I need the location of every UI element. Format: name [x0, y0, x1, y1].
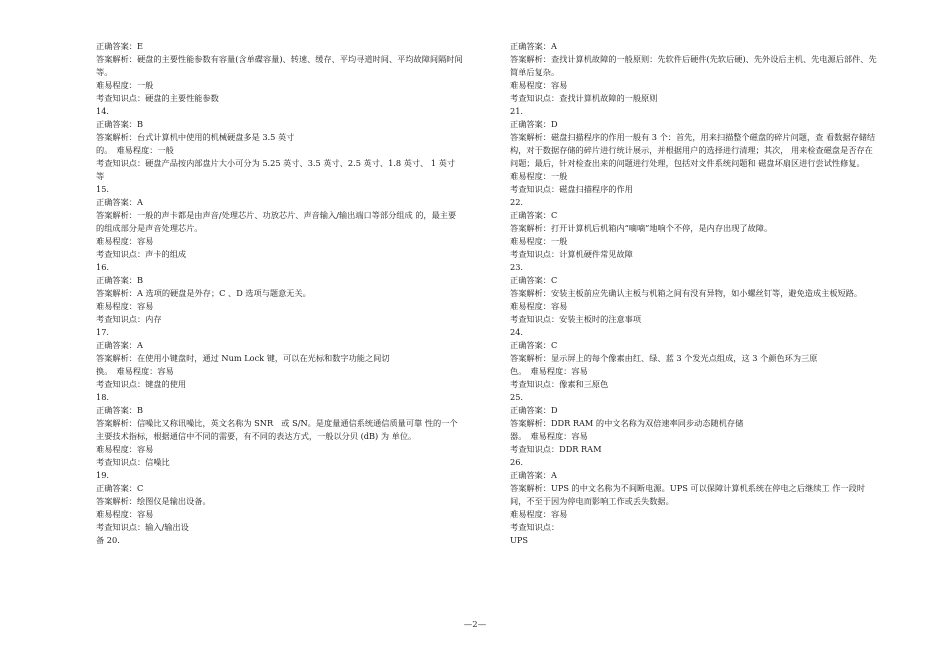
- right-column: [492, 40, 877, 547]
- answer-line: 难易程度：一般: [96, 80, 154, 90]
- answer-line: 答案解析：台式计算机中使用的机械硬盘多是 3.5 英寸: [96, 132, 295, 142]
- answer-line: UPS: [510, 535, 529, 545]
- answer-line: 正确答案：D: [510, 405, 558, 415]
- answer-line: 难易程度：容易: [510, 509, 568, 519]
- answer-line: 正确答案：C: [510, 210, 558, 220]
- answer-line: 考查知识点：计算机硬件常见故障: [510, 249, 633, 259]
- answer-line: 正确答案：A: [96, 340, 143, 350]
- answer-line: 答案解析：DDR RAM 的中文名称为双倍速率同步动态随机存储: [510, 418, 744, 428]
- answer-line: 难易程度：容易: [96, 509, 154, 519]
- answer-line: 难易程度：一般: [510, 236, 568, 246]
- answer-line: 考查知识点：像素和三原色: [510, 379, 609, 389]
- answer-line: 22.: [510, 197, 524, 207]
- answer-line: 24.: [510, 327, 524, 337]
- answer-line: 换。 难易程度：容易: [96, 366, 174, 376]
- answer-line: 答案解析：A 选项的硬盘是外存；C 、D 选项与题意无关。: [96, 288, 311, 298]
- answer-line: 25.: [510, 392, 524, 402]
- answer-line: 考查知识点：键盘的使用: [96, 379, 187, 389]
- page-number: —2—: [463, 620, 487, 630]
- answer-line: 考查知识点：磁盘扫描程序的作用: [510, 184, 633, 194]
- answer-line: 正确答案：C: [510, 275, 558, 285]
- answer-line: 26.: [510, 457, 524, 467]
- answer-line: 难易程度：容易: [96, 236, 154, 246]
- answer-line: 16.: [96, 262, 110, 272]
- answer-line: 考查知识点：查找计算机故障的一般原则: [510, 93, 658, 103]
- left-column: [78, 40, 463, 547]
- answer-line: 考查知识点：DDR RAM: [510, 444, 602, 454]
- answer-line: 难易程度：一般: [510, 171, 568, 181]
- answer-line: 正确答案：B: [96, 405, 143, 415]
- answer-line: 答案解析：打开计算机后机箱内“嘀嘀”地响个不停，是内存出现了故障。: [510, 223, 773, 233]
- answer-line: 考查知识点：输入/输出设: [96, 522, 189, 532]
- answer-line: 器。 难易程度：容易: [510, 431, 588, 441]
- answer-line: 答案解析：绘图仪是输出设备。: [96, 496, 211, 506]
- answer-line: 考查知识点：声卡的组成: [96, 249, 187, 259]
- answer-line: 正确答案：B: [96, 275, 143, 285]
- answer-line: 考查知识点：硬盘产品按内部盘片大小可分为 5.25 英寸、3.5 英寸、2.5 英寸、1.8 英寸、 1 英寸等: [96, 158, 456, 181]
- answer-line: 正确答案：A: [96, 197, 143, 207]
- answer-line: 考查知识点：安装主板时的注意事项: [510, 314, 642, 324]
- answer-line: 19.: [96, 470, 110, 480]
- answer-line: 考查知识点：: [510, 522, 560, 532]
- answer-line: 答案解析：硬盘的主要性能参数有容量(含单碟容量)、转速、缓存、平均寻道时间、平均故障间隔时间等。: [96, 54, 463, 77]
- answer-line: 答案解析：在使用小键盘时，通过 Num Lock 键，可以在光标和数字功能之间切: [96, 353, 390, 363]
- answer-line: 答案解析：显示屏上的每个像素由红、绿、蓝 3 个发光点组成，这 3 个颜色环为三原: [510, 353, 818, 363]
- answer-line: 正确答案：E: [96, 41, 143, 51]
- answer-line: 正确答案：C: [96, 483, 144, 493]
- answer-line: 答案解析：UPS 的中文名称为不间断电源。UPS 可以保障计算机系统在停电之后继续工 作一段时间，不至于因为停电而影响工作或丢失数据。: [510, 483, 865, 506]
- answer-line: 答案解析：查找计算机故障的一般原则：先软件后硬件(先软后硬)、先外设后主机、先电源后部件、先简单后复杂。: [510, 54, 877, 77]
- answer-line: 23.: [510, 262, 524, 272]
- answer-line: 考查知识点：内存: [96, 314, 162, 324]
- answer-line: 答案解析：磁盘扫描程序的作用一般有 3 个：首先，用来扫描整个磁盘的碎片问题，查 看数据存储结构，对于数据存储的碎片进行统计展示，并根据用户的选择进行清理；其次， 用来检查磁盘是否存在问题；最后，针对检查出来的问题进行处理，包括对文件系统问题和 磁盘坏扇区进行尝试性修复。: [510, 132, 876, 168]
- answer-line: 21.: [510, 106, 524, 116]
- answer-line: 难易程度：容易: [96, 301, 154, 311]
- answer-line: 考查知识点：硬盘的主要性能参数: [96, 93, 219, 103]
- answer-line: 正确答案：A: [510, 41, 557, 51]
- answer-line: 18.: [96, 392, 110, 402]
- answer-line: 考查知识点：信噪比: [96, 457, 170, 467]
- answer-line: 15.: [96, 184, 110, 194]
- answer-line: 难易程度：容易: [510, 301, 568, 311]
- answer-line: 14.: [96, 106, 110, 116]
- answer-line: 正确答案：B: [96, 119, 143, 129]
- answer-line: 正确答案：D: [510, 119, 558, 129]
- answer-line: 正确答案：C: [510, 340, 558, 350]
- answer-line: 色。 难易程度：容易: [510, 366, 588, 376]
- answer-line: 难易程度：容易: [96, 444, 154, 454]
- answer-line: 17.: [96, 327, 110, 337]
- answer-line: 答案解析：信噪比又称讯噪比，英文名称为 SNR 或 S/N。是度量通信系统通信质量可靠 性的一个主要技术指标，根据通信中不同的需要，有不同的表达方式，一般以分贝 (dB) 为 单位。: [96, 418, 458, 441]
- answer-line: 备 20.: [96, 535, 120, 545]
- answer-line: 答案解析：一般的声卡都是由声音/处理芯片、功放芯片、声音输入/输出端口等部分组成 的，最主要的组成部分是声音处理芯片。: [96, 210, 457, 233]
- answer-line: 的。 难易程度：一般: [96, 145, 174, 155]
- answer-line: 难易程度：容易: [510, 80, 568, 90]
- answer-line: 答案解析：安装主板前应先确认主板与机箱之间有没有异物，如小螺丝钉等，避免造成主板短路。: [510, 288, 863, 298]
- answer-line: 正确答案：A: [510, 470, 557, 480]
